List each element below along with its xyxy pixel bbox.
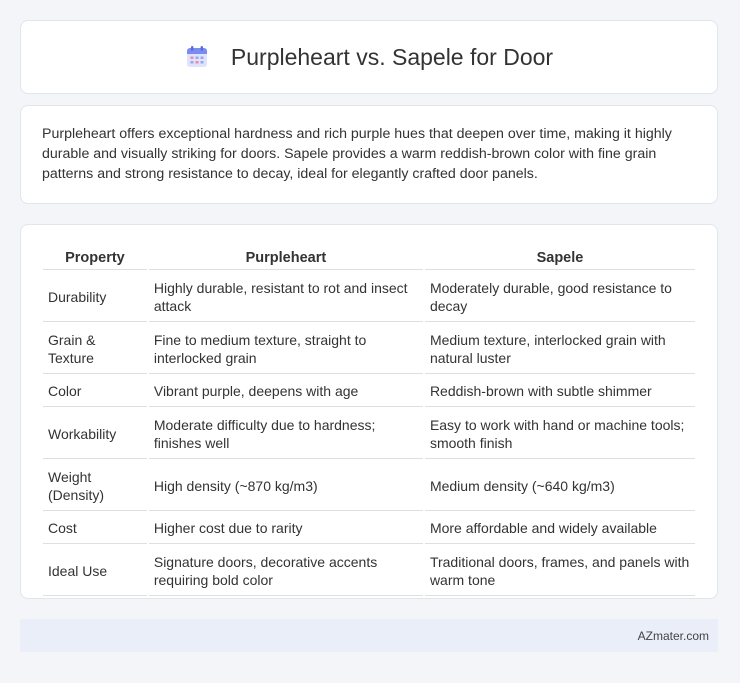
- sapele-cell: Reddish-brown with subtle shimmer: [425, 376, 695, 407]
- sapele-cell: Medium texture, interlocked grain with natural luster: [425, 324, 695, 374]
- intro-card: [20, 105, 718, 204]
- footer: [20, 619, 718, 652]
- purpleheart-cell: Fine to medium texture, straight to interlocked grain: [149, 324, 423, 374]
- title-card: [20, 20, 718, 94]
- footer-brand[interactable]: AZmater.com: [637, 628, 709, 643]
- intro-text: Purpleheart offers exceptional hardness and rich purple hues that deepen over time, making it highly durable and visually striking for doors. Sapele provides a warm reddish-brown color with fine grain patterns and strong resistance to decay, ideal for elegantly crafted door panels.: [42, 126, 672, 182]
- sapele-cell: More affordable and widely available: [425, 513, 695, 544]
- table-row: [43, 376, 695, 407]
- property-cell: Ideal Use: [43, 546, 147, 596]
- property-cell: Durability: [43, 272, 147, 322]
- purpleheart-cell: Vibrant purple, deepens with age: [149, 376, 423, 407]
- purpleheart-cell: High density (~870 kg/m3): [149, 461, 423, 511]
- column-header-sapele: Sapele: [425, 247, 695, 270]
- purpleheart-cell: Higher cost due to rarity: [149, 513, 423, 544]
- property-cell: Cost: [43, 513, 147, 544]
- table-row: [43, 546, 695, 596]
- purpleheart-cell: Moderate difficulty due to hardness; finishes well: [149, 409, 423, 459]
- page-title: Purpleheart vs. Sapele for Door: [230, 43, 554, 70]
- table-row: [43, 272, 695, 322]
- property-cell: Color: [43, 376, 147, 407]
- table-row: [43, 461, 695, 511]
- column-header-property: Property: [43, 247, 147, 270]
- sapele-cell: Moderately durable, good resistance to decay: [425, 272, 695, 322]
- sapele-cell: Traditional doors, frames, and panels with warm tone: [425, 546, 695, 596]
- sapele-cell: Easy to work with hand or machine tools; smooth finish: [425, 409, 695, 459]
- property-cell: Grain & Texture: [43, 324, 147, 374]
- table-row: [43, 409, 695, 459]
- property-cell: Weight (Density): [43, 461, 147, 511]
- comparison-card: [20, 224, 718, 599]
- sapele-cell: Medium density (~640 kg/m3): [425, 461, 695, 511]
- column-header-purpleheart: Purpleheart: [149, 247, 423, 270]
- table-row: [43, 513, 695, 544]
- comparison-table: [41, 245, 697, 598]
- property-cell: Workability: [43, 409, 147, 459]
- calendar-icon: [185, 45, 209, 69]
- purpleheart-cell: Signature doors, decorative accents requiring bold color: [149, 546, 423, 596]
- table-row: [43, 324, 695, 374]
- purpleheart-cell: Highly durable, resistant to rot and insect attack: [149, 272, 423, 322]
- table-header-row: [43, 247, 695, 270]
